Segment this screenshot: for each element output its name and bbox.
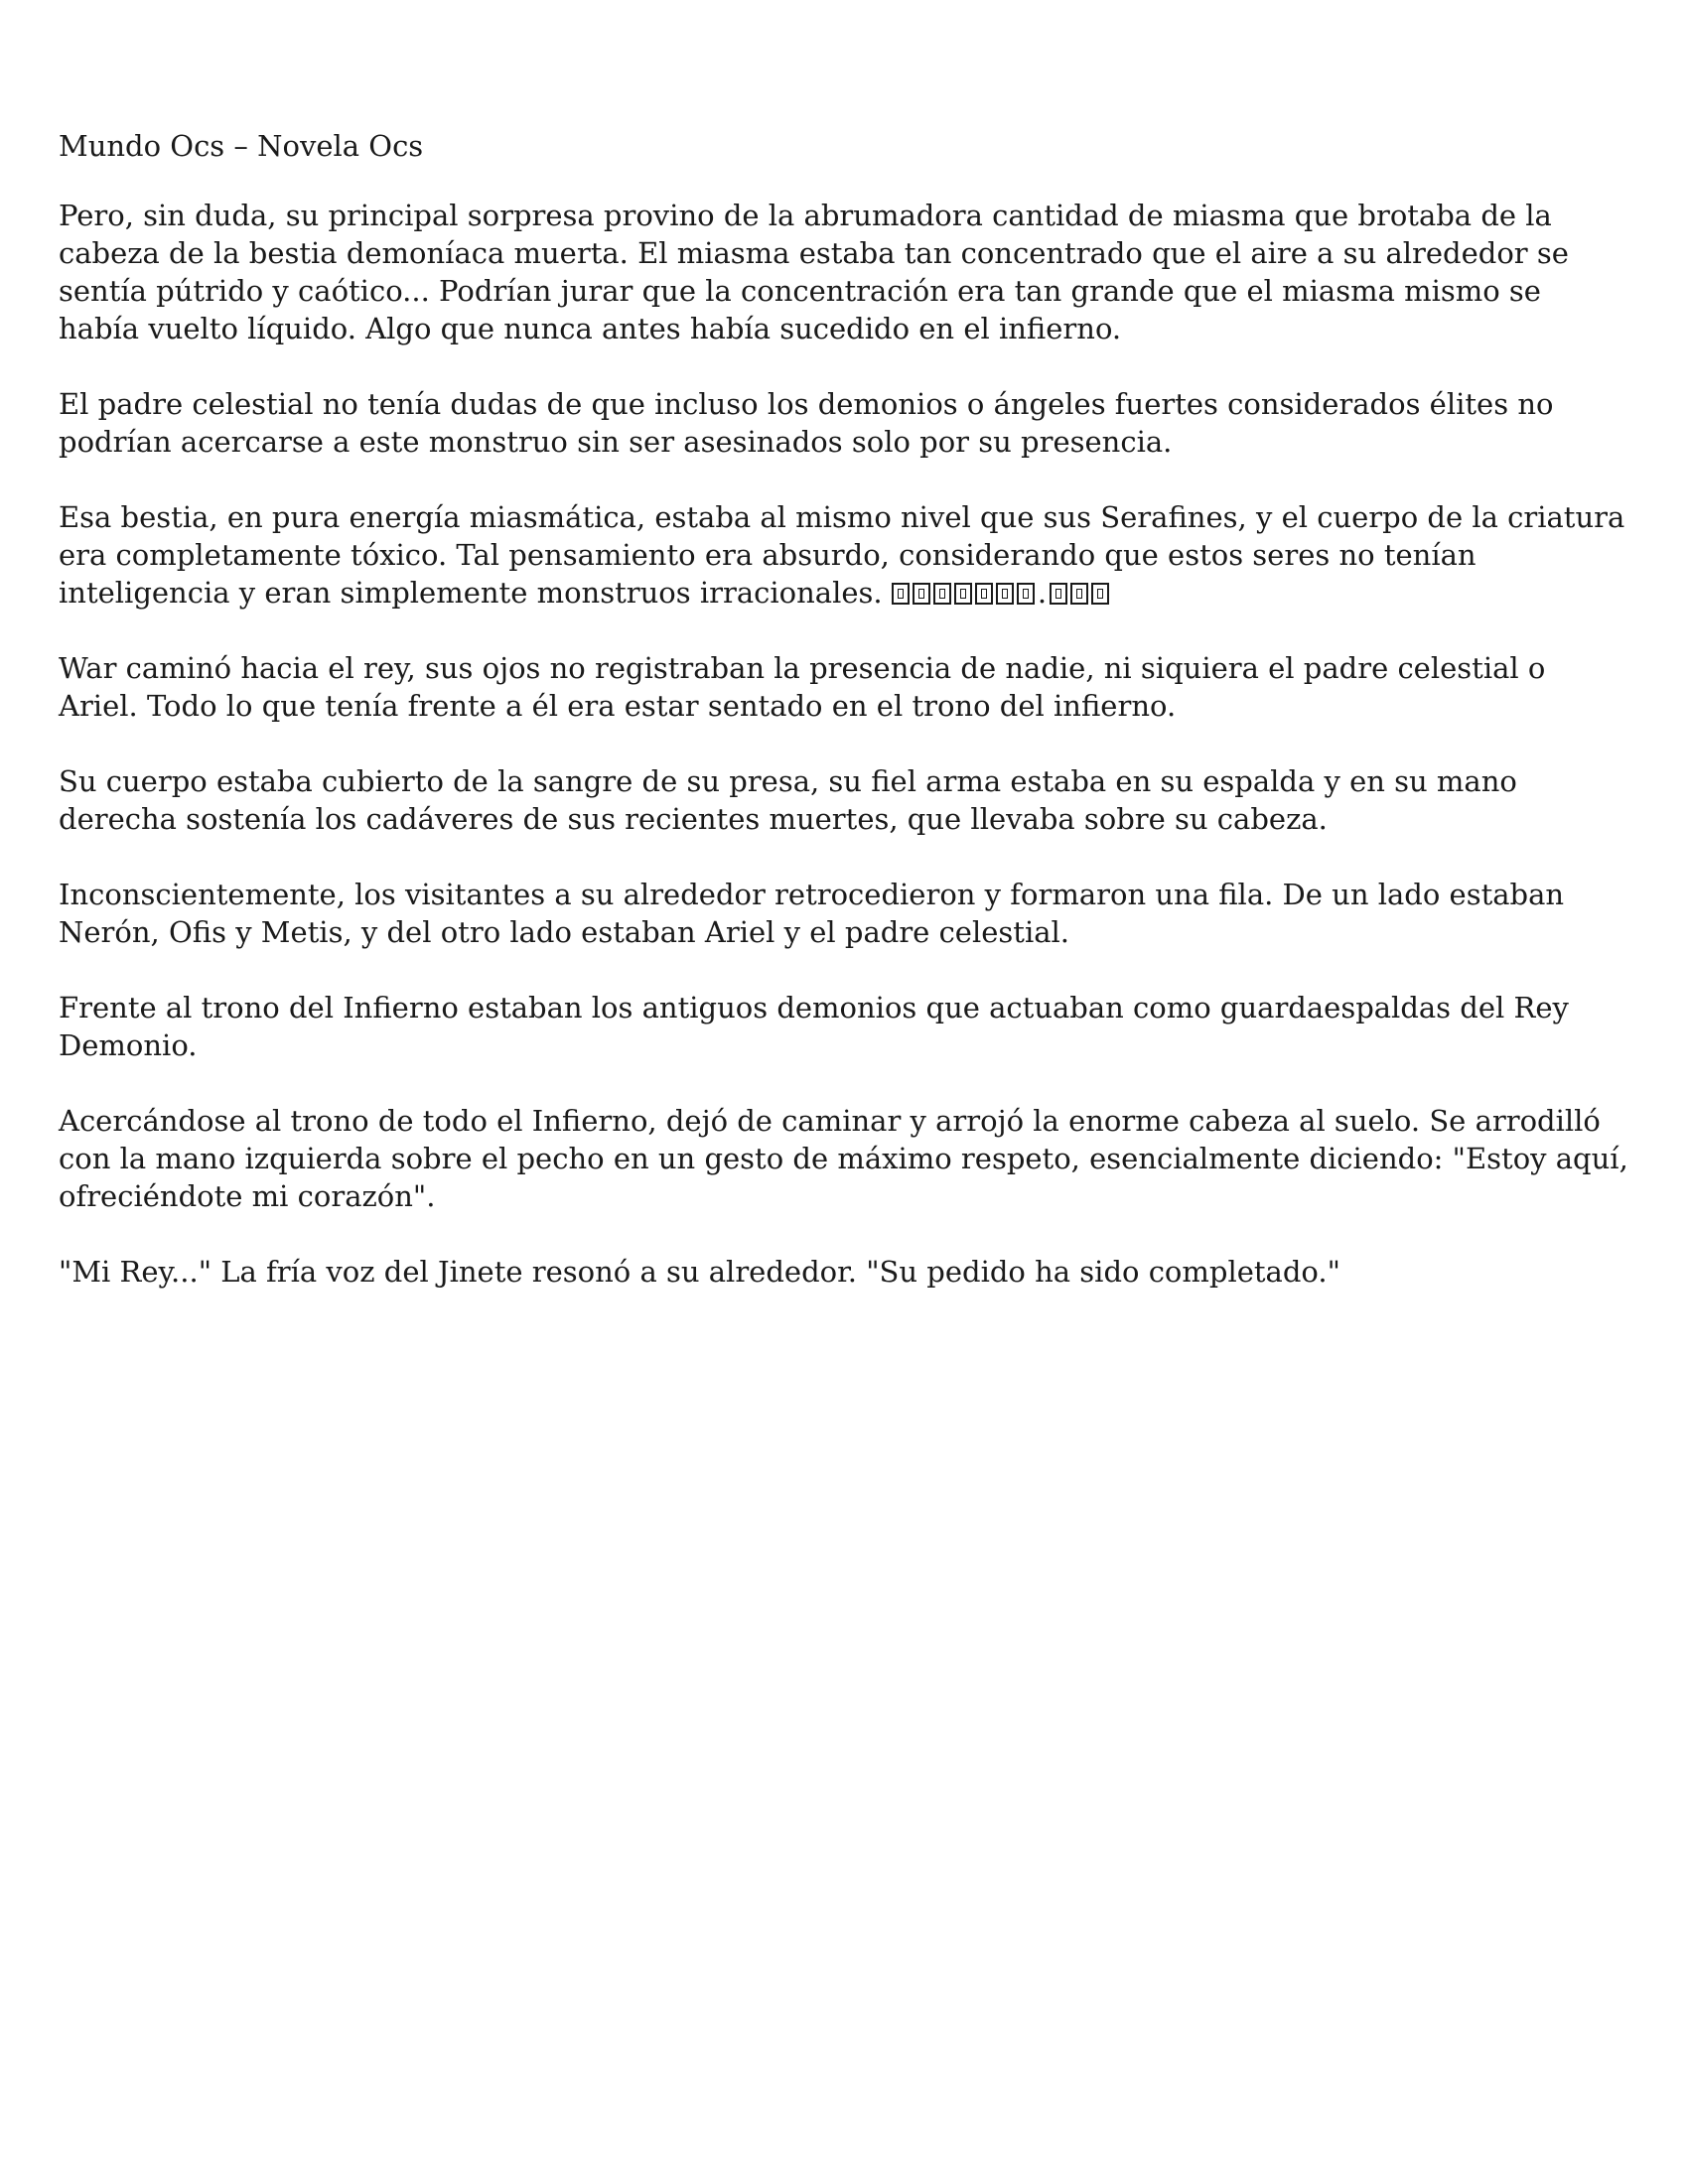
document-header: Mundo Ocs – Novela Ocs — [59, 129, 424, 163]
missing-glyph-icon — [975, 583, 993, 605]
paragraph-9: "Mi Rey..." La fría voz del Jinete resonó a su alrededor. "Su pedido ha sido completado." — [59, 1255, 1340, 1289]
paragraph-2: El padre celestial no tenía dudas de que incluso los demonios o ángeles fuertes considerados élites no podrían acercarse a este monstruo sin ser asesinados solo por su presencia. — [59, 387, 1554, 459]
missing-glyph-dot: . — [1037, 576, 1048, 610]
missing-glyph-icon — [954, 583, 972, 605]
paragraph-8: Acercándose al trono de todo el Infierno, dejó de caminar y arrojó la enorme cabeza al suelo. Se arrodilló con la mano izquierda sobre el pecho en un gesto de máximo respeto, esencialmente diciendo: "Estoy aquí, ofreciéndote mi corazón". — [59, 1104, 1628, 1213]
missing-glyph-icon — [1017, 583, 1035, 605]
missing-glyph-icon — [892, 583, 910, 605]
document-body — [59, 127, 1628, 1291]
missing-glyph-icon — [1091, 583, 1109, 605]
missing-glyph-icon — [933, 583, 951, 605]
paragraph-3-text: Esa bestia, en pura energía miasmática, estaba al mismo nivel que sus Serafines, y el cuerpo de la criatura era completamente tóxico. Tal pensamiento era absurdo, considerando que estos seres no tenían inteligencia y eran simplemente monstruos irracionales. — [59, 500, 1625, 610]
paragraph-4: War caminó hacia el rey, sus ojos no registraban la presencia de nadie, ni siquiera el padre celestial o Ariel. Todo lo que tenía frente a él era estar sentado en el trono del infierno. — [59, 651, 1546, 723]
paragraph-1: Pero, sin duda, su principal sorpresa provino de la abrumadora cantidad de miasma que brotaba de la cabeza de la bestia demoníaca muerta. El miasma estaba tan concentrado que el aire a su alrededor se sentía pútrido y caótico... Podrían jurar que la concentración era tan grande que el miasma mismo se había vuelto líquido. Algo que nunca antes había sucedido en el infierno. — [59, 199, 1569, 345]
paragraph-3 — [59, 498, 1628, 612]
paragraph-7: Frente al trono del Infierno estaban los antiguos demonios que actuaban como guardaespaldas del Rey Demonio. — [59, 991, 1569, 1062]
missing-glyph-icon — [913, 583, 930, 605]
missing-glyph-icon — [996, 583, 1014, 605]
missing-glyph-icon — [1070, 583, 1088, 605]
paragraph-5: Su cuerpo estaba cubierto de la sangre de su presa, su fiel arma estaba en su espalda y en su mano derecha sostenía los cadáveres de sus recientes muertes, que llevaba sobre su cabeza. — [59, 764, 1517, 836]
missing-glyph-sequence — [892, 576, 1112, 610]
missing-glyph-icon — [1050, 583, 1067, 605]
paragraph-6: Inconscientemente, los visitantes a su alrededor retrocedieron y formaron una fila. De un lado estaban Nerón, Ofis y Metis, y del otro lado estaban Ariel y el padre celestial. — [59, 878, 1565, 949]
